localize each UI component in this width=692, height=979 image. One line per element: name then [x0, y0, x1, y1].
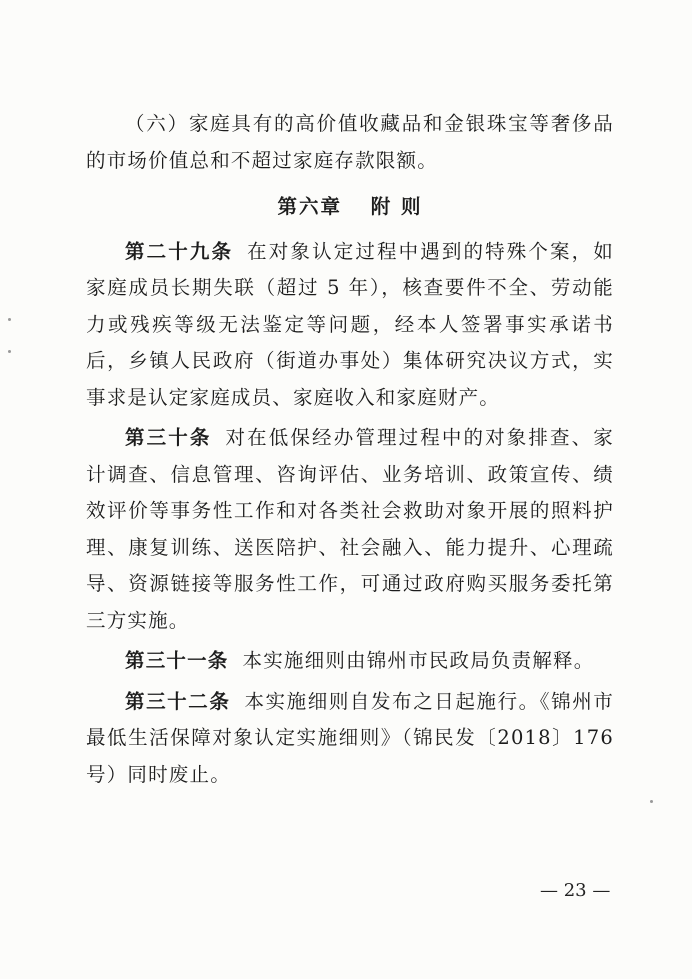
scan-speck — [8, 350, 11, 353]
scan-speck — [8, 318, 11, 321]
article-31-label: 第三十一条 — [125, 649, 229, 672]
chapter-title: 附 则 — [370, 195, 423, 218]
article-30 — [86, 420, 614, 639]
chapter-heading — [86, 189, 614, 226]
item-six-paragraph: （六）家庭具有的高价值收藏品和金银珠宝等奢侈品的市场价值总和不超过家庭存款限额。 — [86, 112, 614, 172]
article-32-text: 本实施细则自发布之日起施行。《锦州市最低生活保障对象认定实施细则》（锦民发〔2018〕176 号）同时废止。 — [86, 689, 614, 786]
article-32-label: 第三十二条 — [125, 689, 231, 713]
chapter-number: 第六章 — [277, 195, 342, 218]
article-29 — [86, 234, 614, 417]
article-29-label: 第二十九条 — [125, 239, 234, 263]
article-29-text: 在对象认定过程中遇到的特殊个案，如家庭成员长期失联（超过 5 年），核查要件不全、劳动能力或残疾等级无法鉴定等问题，经本人签署事实承诺书后，乡镇人民政府（街道办事处）集体研究决议方式，实事求是认定家庭成员、家庭收入和家庭财产。 — [86, 239, 614, 409]
document-body — [86, 106, 614, 793]
article-30-label: 第三十条 — [125, 426, 212, 449]
scan-speck — [650, 800, 653, 803]
page-number: — 23 — — [540, 880, 611, 901]
article-31-text: 本实施细则由锦州市民政局负责解释。 — [242, 649, 595, 672]
article-32 — [86, 684, 614, 794]
article-30-text: 对在低保经办管理过程中的对象排查、家计调查、信息管理、咨询评估、业务培训、政策宣传、绩效评价等事务性工作和对各类社会救助对象开展的照料护理、康复训练、送医陪护、社会融入、能力提升、心理疏导、资源链接等服务性工作，可通过政府购买服务委托第三方实施。 — [86, 426, 614, 632]
article-31 — [86, 643, 614, 680]
